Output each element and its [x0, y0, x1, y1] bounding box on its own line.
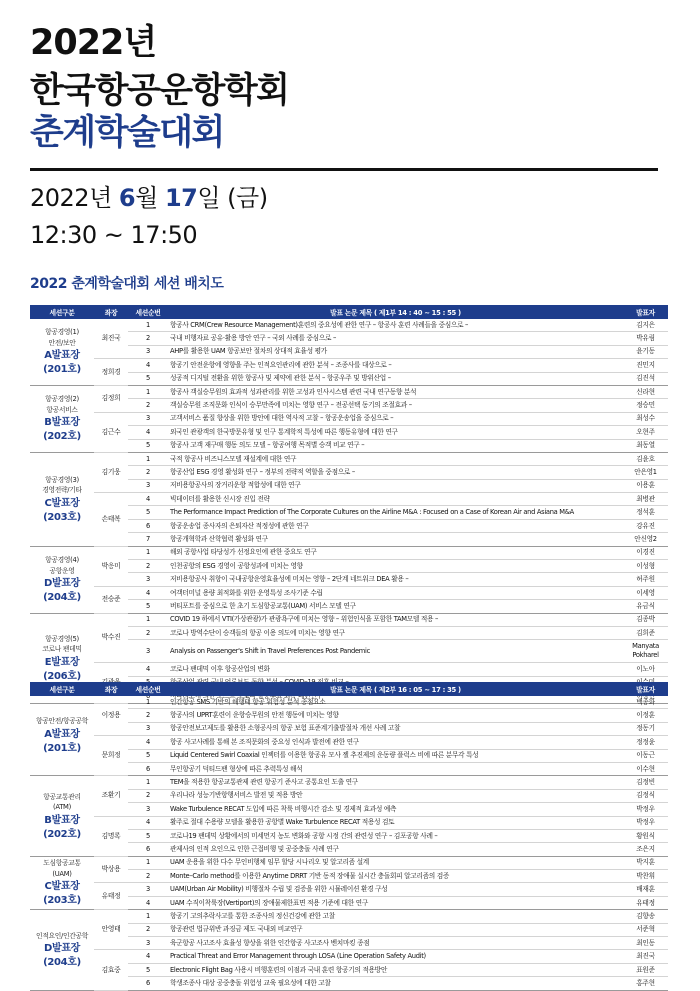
chair-name: 박상용: [94, 856, 128, 883]
paper-title: TEM을 적용한 항공교통관제 관련 항공기 준사고 공통요인 도출 연구: [168, 776, 623, 789]
order-number: 3: [128, 573, 168, 586]
table-row: [30, 546, 668, 559]
chair-name: 최진국: [94, 319, 128, 359]
order-number: 2: [128, 870, 168, 883]
col-presenter: 발표자: [623, 682, 668, 696]
presenter-name: 김정식: [623, 789, 668, 802]
paper-title: 객실승무원 조직문화 인식이 승무만족에 미치는 영향 연구 – 전공선택 동기의 조절효과 –: [168, 399, 623, 412]
paper-title: Practical Threat and Error Management through LOSA (Line Operation Safety Audit): [168, 950, 623, 963]
session-room: A발표장: [44, 728, 80, 740]
paper-title: 국적 항공사 비즈니스모델 재설계에 대한 연구: [168, 452, 623, 465]
chair-name: 전승준: [94, 586, 128, 613]
presenter-name: 김지은: [623, 319, 668, 332]
presenter-name: 정정윤: [623, 736, 668, 749]
presenter-name: 신라현: [623, 385, 668, 398]
paper-title: 항공기 고의추락사고를 통한 조종사의 정신건강에 관한 고찰: [168, 910, 623, 923]
order-number: 3: [128, 937, 168, 950]
paper-title: 항공산업 ESG 경영 활성화 연구 – 정부의 전략적 역할을 중점으로 –: [168, 466, 623, 479]
presenter-name: 이노아: [623, 663, 668, 676]
order-number: 1: [128, 452, 168, 465]
paper-title: 항공사 고객 재구매 행동 의도 모델 – 항공여행 목적별 승객 비교 연구 –: [168, 439, 623, 452]
order-number: 2: [128, 560, 168, 573]
order-number: 3: [128, 722, 168, 735]
paper-title: 코로나 팬데믹 이후 항공산업의 변화: [168, 663, 623, 676]
paper-title: 무인항공기 덕티드팬 형상에 따른 추력특성 해석: [168, 762, 623, 775]
paper-title: UAM 수직이착륙장(Vertiport)의 장애물제한표면 적용 기준에 대한 연구: [168, 896, 623, 909]
table-row: [30, 613, 668, 626]
paper-title: 해외 공항사업 타당성가 선정요인에 관한 중요도 연구: [168, 546, 623, 559]
session-room: B발표장: [44, 417, 80, 429]
col-title: 발표 논문 제목 ( 제2부 16 : 05 ~ 17 : 35 ): [168, 682, 623, 696]
order-number: 4: [128, 896, 168, 909]
presenter-name: 조은지: [623, 843, 668, 856]
chair-name: 박수진: [94, 613, 128, 663]
presenter-name: 황원식: [623, 829, 668, 842]
presenter-name: 백종화: [623, 696, 668, 709]
session-cell: [30, 776, 94, 856]
order-number: 3: [128, 479, 168, 492]
presenter-name: 박지훈: [623, 856, 668, 869]
title-divider: [30, 168, 658, 171]
presenter-name: 김진석: [623, 372, 668, 385]
paper-title: 성공적 디지털 전환을 위한 항공사 및 제약에 관한 분석 – 항공우주 및 방위산업 –: [168, 372, 623, 385]
order-number: 2: [128, 626, 168, 639]
paper-title: 항공사 객실승무원의 효과적 성과관리를 위한 고성과 인사시스템 관련 국내 연구동향 분석: [168, 385, 623, 398]
order-number: 6: [128, 519, 168, 532]
presenter-name: 정승민: [623, 399, 668, 412]
presenter-name: 유금식: [623, 600, 668, 613]
session-room: D발표장: [43, 578, 81, 590]
order-number: 3: [128, 803, 168, 816]
presenter-name: 박유림: [623, 332, 668, 345]
session-cell: [30, 385, 94, 452]
paper-title: 항공운송업 종사자의 은퇴자산 적정성에 관한 연구: [168, 519, 623, 532]
order-number: 4: [128, 493, 168, 506]
chair-name: 김효중: [94, 950, 128, 990]
session-room: (206호): [43, 670, 81, 682]
chair-name: 조환기: [94, 776, 128, 816]
session-room: (203호): [43, 895, 81, 907]
presenter-name: 김종박: [623, 613, 668, 626]
presenter-name: 박정우: [623, 803, 668, 816]
paper-title: 외국인 관광객의 한국방문유형 및 인구 통계학적 특성에 따른 행동유형에 대한 연구: [168, 426, 623, 439]
paper-title: Monte–Carlo method를 이용한 Anytime DRRT 기반 동적 장애물 실시간 충돌회피 알고리즘의 검증: [168, 870, 623, 883]
date-day: 17: [164, 184, 198, 212]
session-room: (201호): [43, 364, 81, 376]
date-month: 6: [118, 184, 136, 212]
order-number: 1: [128, 546, 168, 559]
session-cell: [30, 910, 94, 990]
order-number: 4: [128, 663, 168, 676]
order-number: 1: [128, 776, 168, 789]
date-month-unit: 월: [135, 184, 165, 212]
table-row: [30, 950, 668, 963]
paper-title: 우리나라 성능기반항행서비스 발전 및 적용 방안: [168, 789, 623, 802]
schedule-table-part1: [30, 305, 668, 704]
presenter-name: 김정빈: [623, 776, 668, 789]
session-name: 도심항공교통: [43, 859, 81, 868]
col-session: 세션구분: [30, 682, 94, 696]
order-number: 4: [128, 359, 168, 372]
session-room: (202호): [43, 431, 81, 443]
order-number: 2: [128, 399, 168, 412]
paper-title: UAM 운용을 위한 다수 무인비행체 임무 할당 시나리오 및 알고리즘 설계: [168, 856, 623, 869]
paper-title: 인천공항의 ESG 경영이 공항성과에 미치는 영향: [168, 560, 623, 573]
order-number: 4: [128, 816, 168, 829]
paper-title: Analysis on Passenger's Shift in Travel Preferences Post Pandemic: [168, 640, 623, 663]
order-number: 5: [128, 600, 168, 613]
paper-title: UAM(Urban Air Mobility) 비행절차 수립 및 검증을 위한 시뮬레이션 환경 구성: [168, 883, 623, 896]
paper-title: Liquid Centered Swirl Coaxial 인젝터를 이용한 항공유 모사 젤 추진제의 운동량 플럭스 비에 따른 분무각 특성: [168, 749, 623, 762]
session-name: (UAM): [52, 869, 72, 878]
presenter-name: 서준혁: [623, 923, 668, 936]
order-number: 4: [128, 950, 168, 963]
order-number: 3: [128, 640, 168, 663]
presenter-name: 오현주: [623, 426, 668, 439]
title-conference: 춘계학술대회: [30, 113, 224, 153]
table-header: [30, 305, 668, 319]
paper-title: 빅데이터를 활용한 신시장 진입 전략: [168, 493, 623, 506]
table-row: [30, 883, 668, 896]
order-number: 3: [128, 883, 168, 896]
presenter-name: 유태정: [623, 896, 668, 909]
event-time: 12:30 ~ 17:50: [30, 221, 198, 249]
table-row: [30, 910, 668, 923]
order-number: 4: [128, 736, 168, 749]
paper-title: The Performance Impact Prediction of The Corporate Cultures on the Airline M&A : Focused on a Case of Korean Air and Asiana M&A: [168, 506, 623, 519]
table-row: [30, 359, 668, 372]
col-presenter: 발표자: [623, 305, 668, 319]
table-row: [30, 452, 668, 465]
session-name: (ATM): [53, 803, 71, 812]
order-number: 6: [128, 843, 168, 856]
presenter-name: 이성형: [623, 560, 668, 573]
order-number: 1: [128, 696, 168, 709]
order-number: 4: [128, 426, 168, 439]
presenter-name: 김윤호: [623, 452, 668, 465]
table-row: [30, 385, 668, 398]
session-room: (204호): [43, 592, 81, 604]
session-room: C발표장: [44, 881, 80, 893]
session-name: 항공안전/항공공학: [35, 717, 89, 726]
order-number: 5: [128, 749, 168, 762]
chair-name: 박응미: [94, 546, 128, 586]
chair-name: 김정희: [94, 385, 128, 412]
order-number: 6: [128, 977, 168, 990]
table-row: [30, 736, 668, 749]
presenter-name: 최인동: [623, 937, 668, 950]
chair-name: 문희정: [94, 736, 128, 776]
chair-name: 손태복: [94, 493, 128, 547]
session-cell: [30, 696, 94, 776]
order-number: 4: [128, 586, 168, 599]
order-number: 1: [128, 613, 168, 626]
order-number: 6: [128, 762, 168, 775]
col-title: 발표 논문 제목 ( 제1부 14 : 40 ~ 15 : 55 ): [168, 305, 623, 319]
table-row: [30, 776, 668, 789]
order-number: 7: [128, 533, 168, 546]
paper-title: 관제사의 인적 요인으로 인한 근접비행 및 공중충돌 사례 연구: [168, 843, 623, 856]
session-room: (203호): [43, 511, 81, 523]
date-year: 2022년: [30, 184, 119, 212]
presenter-name: 최동열: [623, 439, 668, 452]
presenter-name: 이정훈: [623, 709, 668, 722]
order-number: 2: [128, 332, 168, 345]
table-row: [30, 319, 668, 332]
presenter-name: 이용훈: [623, 479, 668, 492]
table-header: [30, 682, 668, 696]
order-number: 2: [128, 466, 168, 479]
order-number: 5: [128, 506, 168, 519]
paper-title: 여객터미널 용량 최적화를 위한 운영특성 조사기준 수립: [168, 586, 623, 599]
presenter-name: 이수현: [623, 762, 668, 775]
paper-title: 저비용항공사 취항이 국내공항운영효율성에 미치는 영향 – 2단계 네트워크 DEA 활용 –: [168, 573, 623, 586]
order-number: 5: [128, 963, 168, 976]
chair-name: 안영태: [94, 910, 128, 950]
paper-title: 육군항공 사고조사 효율성 향상을 위한 인간항공 사고조사 벤치마킹 종점: [168, 937, 623, 950]
presenter-name: 박찬휘: [623, 870, 668, 883]
presenter-name: 박정우: [623, 816, 668, 829]
presenter-name: 최성수: [623, 412, 668, 425]
paper-title: 활주로 절대 수용량 모델을 활용한 공항별 Wake Turbulence RECAT 적용성 검토: [168, 816, 623, 829]
chair-name: 김기웅: [94, 452, 128, 492]
session-name: 공항운영: [49, 566, 75, 575]
paper-title: 항공관련 법규위반 과징금 제도 국내외 비교연구: [168, 923, 623, 936]
order-number: 5: [128, 829, 168, 842]
session-room: B발표장: [44, 814, 80, 826]
paper-title: 코로나 방역수단이 승객들의 항공 이용 의도에 미치는 영향 연구: [168, 626, 623, 639]
chair-name: 이정용: [94, 696, 128, 736]
session-name: 항공경영(1): [45, 328, 79, 337]
chair-name: 김근수: [94, 412, 128, 452]
presenter-name: 김향송: [623, 910, 668, 923]
paper-title: Electronic Flight Bag 사용시 비행훈련의 이점과 국내 훈련 항공기의 적용방안: [168, 963, 623, 976]
presenter-name: 안은영1: [623, 466, 668, 479]
session-name: 코로나 팬데믹: [42, 645, 82, 654]
paper-title: 인간항공 SMS 기반의 해행태 항공 위험성 분석 종점요소: [168, 696, 623, 709]
presenter-name: 이동근: [623, 749, 668, 762]
table-row: [30, 663, 668, 676]
order-number: 5: [128, 372, 168, 385]
session-room: D발표장: [43, 943, 81, 955]
paper-title: 코로나19 팬데믹 상황에서의 미세먼지 농도 변화와 공항 시정 간의 관련성 연구 – 김포공항 사례 –: [168, 829, 623, 842]
schedule-table-part2: [30, 682, 668, 991]
paper-title: 고객서비스 품질 향상을 위한 방안에 대한 역사적 고찰 – 항공운송업을 중심으로 –: [168, 412, 623, 425]
paper-title: 저비용항공사의 장거리운항 적합성에 대한 연구: [168, 479, 623, 492]
presenter-name: 안신영2: [623, 533, 668, 546]
paper-title: 항공사 CRM(Crew Resource Management)훈련의 중요성에 관한 연구 – 항공사 훈련 사례들을 중심으로 –: [168, 319, 623, 332]
paper-title: 항공 사고사례를 통해 본 조직문화의 중요성 인식과 발전에 관한 연구: [168, 736, 623, 749]
presenter-name: 김희준: [623, 626, 668, 639]
presenter-name: 배재훈: [623, 883, 668, 896]
paper-title: 버티포트를 중심으로 한 초기 도심항공교통(UAM) 서비스 모델 연구: [168, 600, 623, 613]
order-number: 2: [128, 789, 168, 802]
session-name: 항공교통관리: [43, 792, 81, 801]
order-number: 5: [128, 439, 168, 452]
presenter-name: 이세영: [623, 586, 668, 599]
presenter-name: 최병관: [623, 493, 668, 506]
order-number: 1: [128, 910, 168, 923]
presenter-name: Manyata Pokharel: [623, 640, 668, 663]
col-chair: 좌장: [94, 682, 128, 696]
table-row: [30, 696, 668, 709]
title-society: 한국항공운항학회: [30, 71, 289, 111]
session-name: 항공경영(2): [45, 395, 79, 404]
col-chair: 좌장: [94, 305, 128, 319]
session-name: 인적요인/인간공학: [35, 931, 89, 940]
chair-name: 유태정: [94, 883, 128, 910]
presenter-name: 이경진: [623, 546, 668, 559]
section-title: 2022 춘계학술대회 세션 배치도: [30, 276, 224, 292]
paper-title: COVID 19 하에서 VTI(가상관광)가 관광욕구에 미치는 영향 – 위험인식을 포함한 TAM모델 적용 –: [168, 613, 623, 626]
presenter-name: 강유진: [623, 519, 668, 532]
order-number: 3: [128, 412, 168, 425]
session-cell: [30, 319, 94, 385]
paper-title: 항공개혁학과 산학협력 활성화 연구: [168, 533, 623, 546]
table-row: [30, 586, 668, 599]
paper-title: 학생조종사 대상 공중충돌 위험성 교육 필요성에 대한 고찰: [168, 977, 623, 990]
chair-name: 김명록: [94, 816, 128, 856]
col-order: 세션순번: [128, 305, 168, 319]
order-number: 1: [128, 385, 168, 398]
paper-title: 항공안전보고제도를 활용한 소형공사의 항공 보험 표준계기출발절차 개선 사례 고찰: [168, 722, 623, 735]
presenter-name: 허주원: [623, 573, 668, 586]
session-room: (202호): [43, 828, 81, 840]
paper-title: 국내 비행자료 공유·활용 방안 연구 – 국외 사례를 중심으로 –: [168, 332, 623, 345]
order-number: 2: [128, 709, 168, 722]
presenter-name: 홍주현: [623, 977, 668, 990]
table-row: [30, 493, 668, 506]
table-row: [30, 412, 668, 425]
chair-name: 정희경: [94, 359, 128, 386]
paper-title: AHP를 활용한 UAM 항공보안 절차의 상대적 효율성 평가: [168, 345, 623, 358]
session-name: 안전/보안: [48, 338, 76, 347]
session-name: 항공서비스: [46, 405, 78, 414]
order-number: 1: [128, 319, 168, 332]
session-room: (201호): [43, 742, 81, 754]
session-room: A발표장: [44, 350, 80, 362]
event-date: [30, 183, 268, 213]
session-room: (204호): [43, 957, 81, 969]
order-number: 2: [128, 923, 168, 936]
presenter-name: 표원준: [623, 963, 668, 976]
session-name: 항공경영(3): [45, 475, 79, 484]
title-year: 2022년: [30, 23, 157, 63]
session-cell: [30, 856, 94, 910]
order-number: 1: [128, 856, 168, 869]
presenter-name: 최진국: [623, 950, 668, 963]
date-weekday: 일 (금): [197, 184, 268, 212]
presenter-name: 진민지: [623, 359, 668, 372]
col-session: 세션구분: [30, 305, 94, 319]
session-name: 경영전략/기타: [42, 486, 82, 495]
presenter-name: 윤기동: [623, 345, 668, 358]
table-row: [30, 816, 668, 829]
col-order: 세션순번: [128, 682, 168, 696]
session-name: 항공경영(5): [45, 634, 79, 643]
session-name: 항공경영(4): [45, 556, 79, 565]
session-cell: [30, 452, 94, 546]
table-row: [30, 856, 668, 869]
paper-title: 항공기 안전운항에 영향을 주는 인적요인관리에 관한 분석 – 조종사를 대상으로 –: [168, 359, 623, 372]
paper-title: 항공사의 UPRT훈련이 운항승무원의 안전 행동에 미치는 영향: [168, 709, 623, 722]
presenter-name: 정석훈: [623, 506, 668, 519]
session-room: E발표장: [44, 656, 80, 668]
presenter-name: 정동기: [623, 722, 668, 735]
order-number: 3: [128, 345, 168, 358]
session-cell: [30, 546, 94, 613]
session-room: C발표장: [44, 497, 80, 509]
paper-title: Wake Turbulence RECAT 도입에 따른 착륙 비행시간 감소 및 경제적 효과성 예측: [168, 803, 623, 816]
